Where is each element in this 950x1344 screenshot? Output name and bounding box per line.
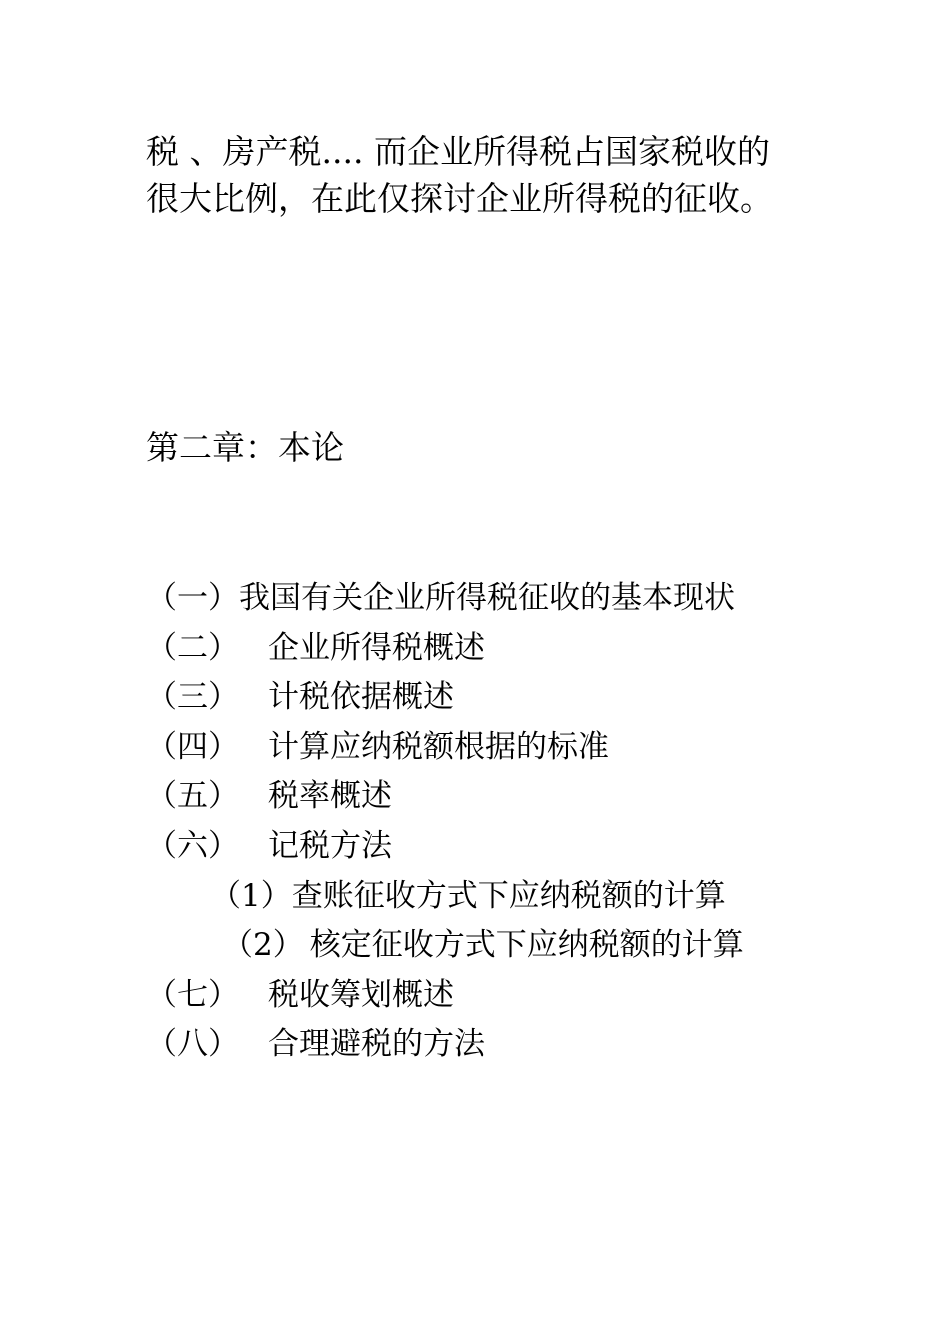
- outline-item-text: 我国有关企业所得税征收的基本现状: [239, 580, 735, 616]
- outline-item: [146, 626, 846, 676]
- outline-subitem-number: （2）: [222, 927, 304, 964]
- paragraph-line: 税 、房产税.... 而企业所得税占国家税收的: [146, 132, 770, 171]
- outline-subitem-text: 查账征收方式下应纳税额的计算: [291, 877, 726, 914]
- outline-item-text: 企业所得税概述: [268, 629, 485, 666]
- outline-subitem-number: （1）: [210, 877, 292, 914]
- outline-item: [146, 675, 846, 725]
- outline-item-text: 计算应纳税额根据的标准: [268, 728, 609, 765]
- outline-item-number: （四）: [146, 728, 239, 765]
- intro-paragraph: [146, 128, 826, 222]
- outline-item: [146, 774, 846, 824]
- outline-item-text: 税收筹划概述: [268, 976, 454, 1013]
- outline-item: [146, 973, 846, 1023]
- outline-item-text: 合理避税的方法: [268, 1026, 485, 1063]
- outline-subitem: [146, 923, 846, 973]
- outline-item-text: 记税方法: [268, 827, 392, 864]
- outline-item-number: （二）: [146, 629, 239, 666]
- outline-item: [146, 824, 846, 874]
- outline-item-text: 计税依据概述: [268, 679, 454, 716]
- outline-item: [146, 1022, 846, 1072]
- paragraph-line: 很大比例，在此仅探讨企业所得税的征收。: [146, 179, 773, 218]
- outline-item-number: （三）: [146, 679, 239, 716]
- outline-item-number: （八）: [146, 1026, 239, 1063]
- outline-item: [146, 725, 846, 775]
- outline-item-number: （六）: [146, 827, 239, 864]
- chapter-heading: 第二章：本论: [146, 428, 344, 467]
- outline-item-text: 税率概述: [268, 778, 392, 815]
- outline-item-number: （一）: [146, 580, 239, 616]
- outline-subitem: [146, 874, 846, 924]
- outline-item: [146, 576, 846, 626]
- outline-list: [146, 576, 846, 1072]
- outline-item-number: （七）: [146, 976, 239, 1013]
- outline-subitem-text: 核定征收方式下应纳税额的计算: [309, 927, 744, 964]
- outline-item-number: （五）: [146, 778, 239, 815]
